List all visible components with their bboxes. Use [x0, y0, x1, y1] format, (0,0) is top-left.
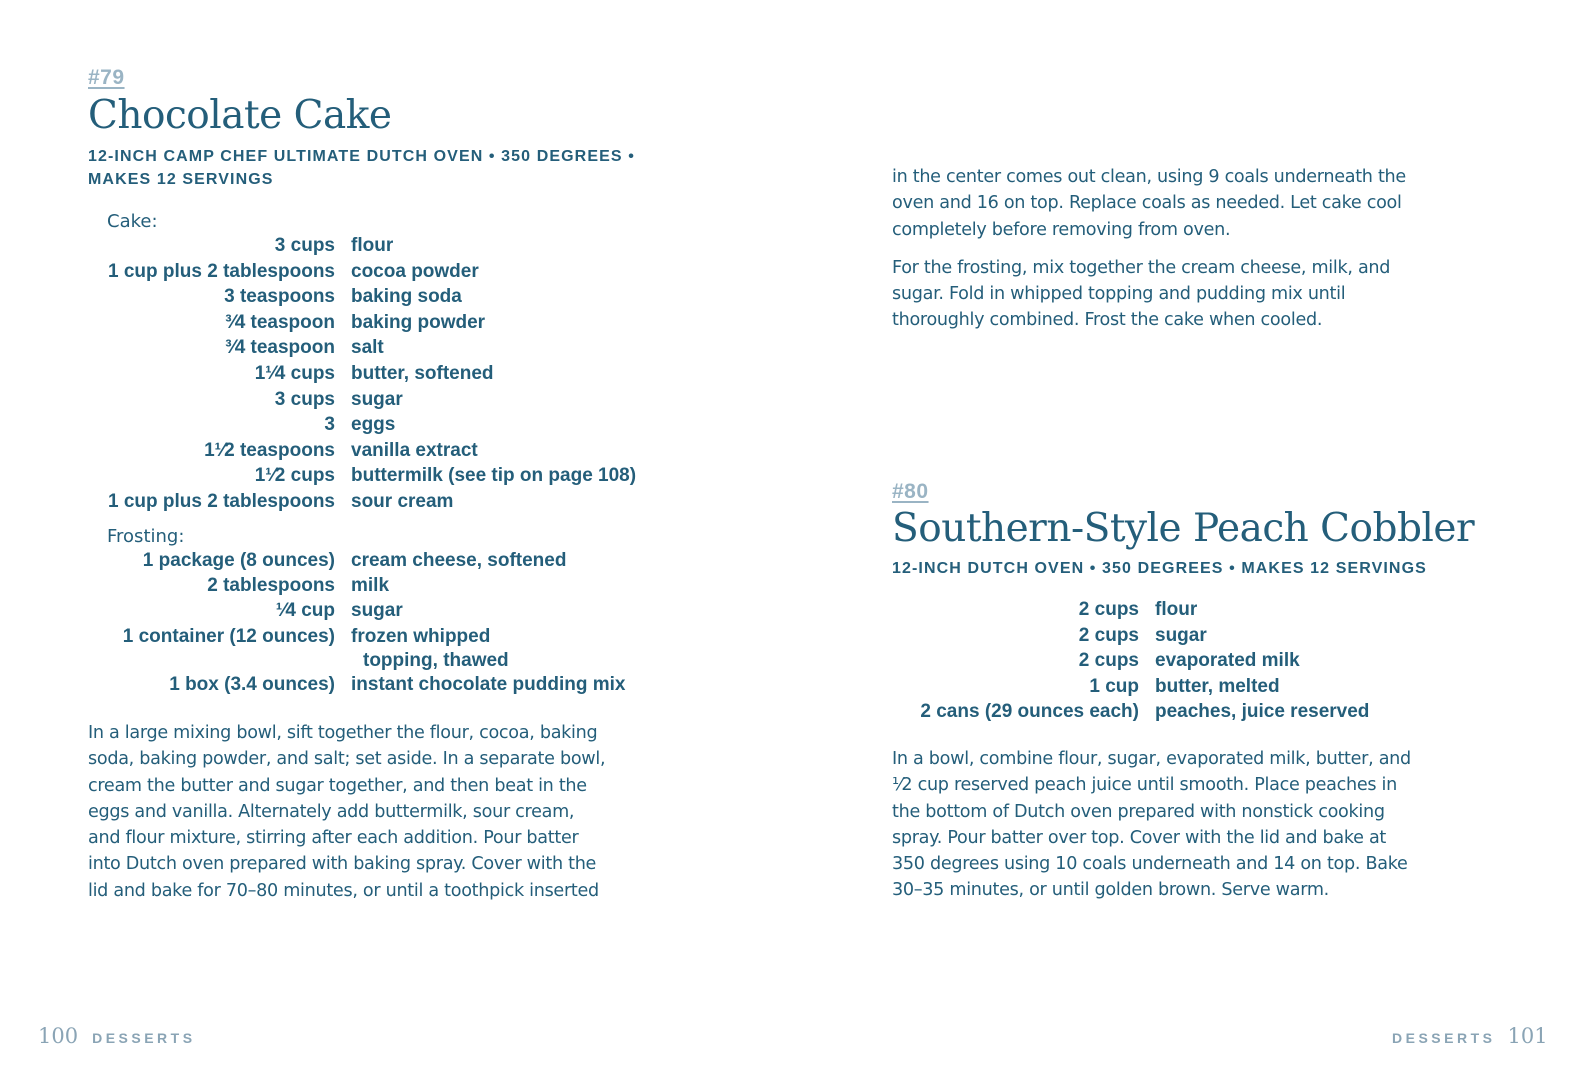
directions-line: in the center comes out clean, using 9 coals underneath the [892, 167, 1406, 187]
recipe-title: Southern-Style Peach Cobbler [892, 506, 1475, 551]
section-name: DESSERTS [1392, 1030, 1496, 1046]
directions-line: the bottom of Dutch oven prepared with nonstick cooking [892, 801, 1385, 822]
recipe-meta [88, 145, 635, 191]
directions-line: and flour mixture, stirring after each addition. Pour batter [88, 828, 579, 849]
recipe-meta: 12-INCH DUTCH OVEN • 350 DEGREES • MAKES 12 SERVINGS [892, 560, 1427, 577]
directions-line: In a large mixing bowl, sift together the flour, cocoa, baking [88, 723, 598, 743]
ingredient-amount: 2 tablespoons [207, 575, 335, 597]
recipe-title: Chocolate Cake [88, 93, 392, 138]
section-label-cake: Cake: [107, 211, 158, 232]
recipe-directions [892, 746, 1411, 904]
ingredient-name: butter, melted [1155, 675, 1280, 697]
page-folio [1392, 1024, 1548, 1048]
section-name: DESSERTS [92, 1030, 196, 1046]
ingredient-name: sugar [351, 600, 403, 622]
ingredient-amount: 1¹⁄2 cups [254, 465, 335, 487]
ingredient-name: sugar [351, 388, 403, 410]
directions-line: 30–35 minutes, or until golden brown. Serve warm. [892, 880, 1329, 901]
ingredient-amount: 2 cups [1078, 650, 1139, 672]
ingredient-amount: 1 package (8 ounces) [142, 550, 335, 571]
directions-line: sugar. Fold in whipped topping and pudding mix until [892, 284, 1346, 305]
ingredient-name: vanilla extract [351, 439, 478, 461]
directions-line: cream the butter and sugar together, and then beat in the [88, 775, 587, 796]
ingredient-amount: 2 cups [1078, 599, 1139, 620]
directions-line: In a bowl, combine flour, sugar, evaporated milk, butter, and [892, 749, 1411, 769]
directions-line: spray. Pour batter over top. Cover with the lid and bake at [892, 827, 1387, 848]
ingredient-list [892, 597, 1369, 725]
ingredient-amounts [892, 597, 1139, 725]
ingredient-name: butter, softened [351, 362, 494, 384]
ingredient-amount: 1 container (12 ounces) [122, 625, 335, 647]
ingredient-amount: 1 cup plus 2 tablespoons [108, 490, 335, 512]
ingredient-amount [88, 649, 335, 672]
ingredient-name: buttermilk (see tip on page 108) [351, 465, 637, 487]
ingredient-names [351, 233, 636, 515]
ingredient-amount: 3 cups [274, 388, 335, 410]
ingredient-names [1155, 597, 1369, 725]
left-page [0, 0, 785, 1084]
ingredient-name: cocoa powder [351, 260, 479, 282]
recipe-directions [88, 720, 605, 904]
ingredient-amount: 1 cup plus 2 tablespoons [108, 260, 335, 282]
ingredient-name: milk [351, 575, 390, 597]
ingredient-amount: ³⁄4 teaspoon [225, 337, 335, 359]
ingredient-name: flour [1155, 599, 1198, 620]
ingredient-amount: 2 cups [1078, 624, 1139, 646]
directions-line: completely before removing from oven. [892, 219, 1231, 240]
ingredient-list-frosting [88, 548, 625, 697]
page-folio [38, 1024, 196, 1048]
ingredient-name: eggs [351, 414, 396, 436]
directions-line: into Dutch oven prepared with baking spray. Cover with the [88, 854, 597, 875]
ingredient-amount: 1¹⁄2 teaspoons [204, 439, 335, 461]
ingredient-name: evaporated milk [1155, 650, 1300, 672]
ingredient-name: cream cheese, softened [351, 550, 567, 571]
page-number: 100 [38, 1024, 79, 1048]
ingredient-amount: 3 cups [274, 235, 335, 256]
ingredient-name: peaches, juice reserved [1155, 701, 1370, 723]
directions-line: soda, baking powder, and salt; set aside. In a separate bowl, [88, 749, 606, 770]
ingredient-amount: 1 box (3.4 ounces) [169, 673, 335, 695]
directions-line: eggs and vanilla. Alternately add buttermilk, sour cream, [88, 801, 575, 822]
ingredient-amounts [88, 233, 335, 515]
ingredient-amount: 3 teaspoons [224, 286, 335, 308]
ingredient-name: flour [351, 235, 394, 256]
ingredient-name: instant chocolate pudding mix [351, 673, 626, 695]
ingredient-name-continued: topping, thawed [363, 649, 509, 671]
ingredient-name: sugar [1155, 624, 1207, 646]
ingredient-name: baking powder [351, 311, 486, 333]
directions-line: lid and bake for 70–80 minutes, or until a toothpick inserted [88, 880, 599, 901]
ingredient-names [351, 548, 625, 697]
ingredient-amount: 1¹⁄4 cups [254, 362, 335, 384]
page-number: 101 [1507, 1024, 1548, 1048]
ingredient-list-cake [88, 233, 636, 515]
ingredient-amount: ³⁄4 teaspoon [225, 311, 335, 333]
directions-line: 350 degrees using 10 coals underneath and 14 on top. Bake [892, 854, 1408, 875]
ingredient-name: baking soda [351, 286, 462, 308]
ingredient-amount: 3 [324, 414, 335, 436]
recipe-meta-line: MAKES 12 SERVINGS [88, 171, 274, 188]
ingredient-amount: 1 cup [1089, 675, 1139, 697]
ingredient-name: salt [351, 337, 384, 359]
section-label-frosting: Frosting: [107, 526, 185, 547]
ingredient-name: frozen whipped [351, 625, 491, 647]
directions-line: oven and 16 on top. Replace coals as needed. Let cake cool [892, 193, 1402, 214]
ingredient-amounts [88, 548, 335, 697]
recipe-number: #79 [88, 66, 125, 89]
ingredient-amount: 2 cans (29 ounces each) [920, 701, 1139, 723]
right-page [785, 0, 1571, 1084]
directions-line: For the frosting, mix together the cream cheese, milk, and [892, 257, 1391, 278]
directions-line: thoroughly combined. Frost the cake when cooled. [892, 310, 1323, 331]
directions-line: ¹⁄2 cup reserved peach juice until smooth. Place peaches in [892, 775, 1397, 796]
recipe-number: #80 [892, 480, 929, 503]
continued-directions [892, 164, 1406, 334]
ingredient-amount: ¹⁄4 cup [275, 600, 335, 622]
ingredient-name: sour cream [351, 490, 454, 512]
recipe-meta-line: 12-INCH CAMP CHEF ULTIMATE DUTCH OVEN • 350 DEGREES • [88, 148, 635, 165]
